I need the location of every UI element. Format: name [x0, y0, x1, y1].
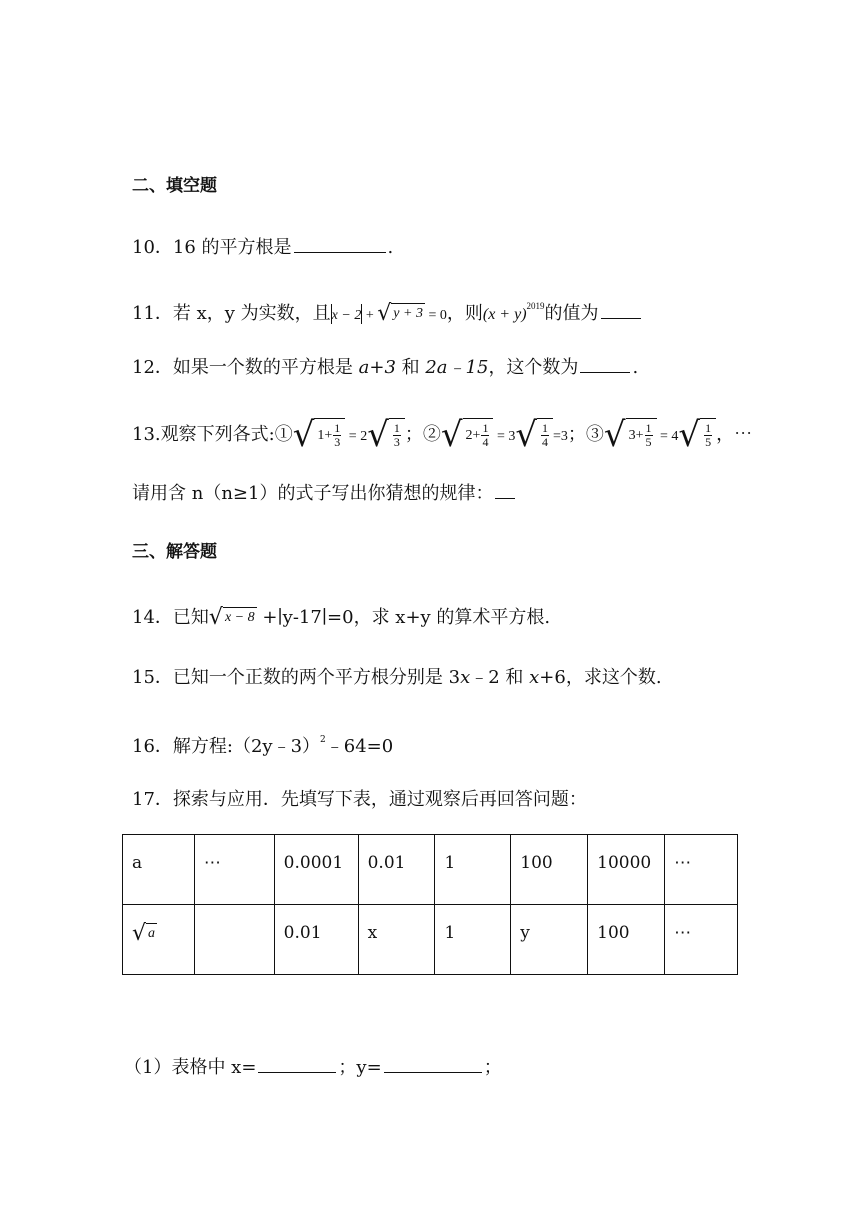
question-14-suffix: +∣y-17∣=0，求 x+y 的算术平方根. — [256, 607, 551, 628]
question-16-suffix: ﹣64=0 — [325, 736, 394, 757]
table-cell: 1 — [435, 905, 511, 975]
table-cell: ⋯ — [665, 905, 738, 975]
fraction: $\frac{1}{3}$ — [334, 421, 341, 449]
answer-blank[interactable] — [601, 298, 641, 319]
sqrt-expression — [367, 415, 405, 455]
sqrt-radicand: a — [146, 923, 157, 945]
separator: ；③ — [567, 424, 604, 445]
table-cell: 0.01 — [358, 835, 435, 905]
question-13-prompt: 请用含 n（n≥1）的式子写出你猜想的规律： — [132, 483, 494, 504]
separator: ；② — [404, 424, 441, 445]
sqrt-expression: √ 1 + $\frac{1}{3}$ — [293, 418, 346, 452]
question-15-suffix: +6，求这个数. — [539, 667, 662, 688]
sqrt-table — [122, 834, 738, 975]
question-13-line-2 — [132, 478, 517, 508]
abs-inner: x − 2 — [331, 308, 362, 323]
question-12 — [132, 352, 638, 382]
sqrt-radicand: x − 8 — [223, 607, 257, 629]
question-15 — [132, 664, 662, 692]
sqrt-expression — [515, 415, 553, 455]
table-cell: 100 — [588, 905, 665, 975]
sqrt-icon: √ — [603, 415, 626, 455]
sqrt-icon: √ — [132, 921, 147, 946]
sqrt-expression — [132, 923, 157, 945]
sqrt-icon: √ — [678, 415, 701, 455]
expr-1: a+3 — [358, 357, 396, 378]
whole-part: 1 — [317, 427, 325, 443]
sqrt-icon: √ — [367, 415, 389, 455]
paren-expression: (x + y) — [482, 306, 527, 323]
whole-part: 3 — [628, 427, 636, 443]
fraction: $\frac{1}{5}$ — [705, 421, 712, 449]
table-cell: 1 — [435, 835, 511, 905]
question-13: 13.观察下列各式:① √ 1 + $\frac{1}{3}$ = 2 √ $\frac{1}{3}$ ；② √ 2 + $\frac{1}{4}$ = 3 √ $\frac{1}{4}$ =3；③ √ 3 + $\frac{1}{5}$ = 4 √ $\frac{1}{5}$ ，⋯ — [132, 415, 753, 455]
fraction: $\frac{1}{4}$ — [482, 421, 489, 449]
sqrt-expression: √ 3 + $\frac{1}{5}$ — [604, 418, 657, 452]
table-cell: 10000 — [588, 835, 665, 905]
question-12-end: . — [632, 357, 639, 378]
question-17: 17．探索与应用．先填写下表，通过观察后再回答问题： — [132, 789, 587, 810]
part-1-mid: ；y= — [338, 1057, 382, 1078]
table-cell: 0.0001 — [274, 835, 358, 905]
variable-x: x — [529, 667, 540, 688]
extra-result: =3 — [553, 429, 568, 444]
sqrt-expression — [678, 415, 716, 455]
table-cell: 100 — [511, 835, 588, 905]
coefficient: 3 — [508, 429, 516, 444]
question-16 — [132, 726, 393, 761]
answer-blank[interactable] — [580, 352, 630, 373]
part-1-end: ； — [483, 1057, 502, 1078]
question-11-suffix: 的值为 — [544, 303, 599, 324]
question-10-text: 10．16 的平方根是 — [132, 237, 292, 258]
fraction: $\frac{1}{3}$ — [393, 421, 400, 449]
question-10 — [132, 232, 393, 262]
sqrt-radicand: y + 3 — [391, 303, 425, 325]
table-row — [123, 905, 738, 975]
whole-part: 2 — [465, 427, 473, 443]
fraction: $\frac{1}{5}$ — [645, 421, 652, 449]
question-17-part-1 — [124, 1052, 502, 1082]
table-cell: x — [358, 905, 435, 975]
answer-blank[interactable] — [294, 232, 386, 253]
question-13-prefix: 13.观察下列各式:① — [132, 424, 293, 445]
table-cell — [194, 905, 274, 975]
table-cell: 0.01 — [274, 905, 358, 975]
question-10-end: . — [387, 237, 394, 258]
question-12-and: 和 — [395, 357, 426, 378]
variable-x: x — [460, 667, 471, 688]
coefficient: 4 — [671, 429, 679, 444]
coefficient: 2 — [360, 429, 368, 444]
sqrt-icon: √ — [515, 415, 538, 455]
exponent: 2019 — [526, 301, 545, 311]
answer-blank-y[interactable] — [384, 1052, 482, 1073]
table-cell: a — [123, 835, 195, 905]
part-1-prefix: （1）表格中 x= — [124, 1057, 257, 1078]
table-row — [123, 835, 738, 905]
sqrt-expression: √ 2 + $\frac{1}{4}$ — [441, 418, 494, 452]
equals-zero: = 0 — [424, 308, 447, 323]
exponent: 2 — [320, 735, 326, 745]
answer-blank-x[interactable] — [258, 1052, 336, 1073]
fraction: $\frac{1}{4}$ — [542, 421, 549, 449]
question-14-prefix: 14．已知 — [132, 607, 209, 628]
sqrt-icon: √ — [292, 415, 315, 455]
question-12-prefix: 12．如果一个数的平方根是 — [132, 357, 359, 378]
question-11 — [132, 292, 643, 330]
question-13-end: ，⋯ — [716, 424, 753, 445]
question-15-mid: ﹣2 和 — [470, 667, 530, 688]
sqrt-expression — [377, 303, 425, 325]
table-cell: y — [511, 905, 588, 975]
question-12-suffix: ，这个数为 — [488, 357, 579, 378]
sqrt-expression — [209, 607, 257, 629]
table-cell: ⋯ — [665, 835, 738, 905]
section-heading-answer: 三、解答题 — [132, 542, 217, 562]
sqrt-icon: √ — [440, 415, 463, 455]
question-15-prefix: 15．已知一个正数的两个平方根分别是 3 — [132, 667, 461, 688]
question-11-prefix: 11．若 x，y 为实数，且 — [132, 303, 331, 324]
plus-sign: + — [362, 308, 378, 323]
sqrt-icon: √ — [377, 301, 392, 326]
section-heading-fill-blank: 二、填空题 — [132, 176, 217, 196]
sqrt-icon: √ — [208, 605, 223, 630]
question-16-prefix: 16．解方程:（2y﹣3） — [132, 736, 321, 757]
table-cell: ⋯ — [194, 835, 274, 905]
table-cell — [123, 905, 195, 975]
question-14 — [132, 604, 550, 632]
question-11-mid: ，则 — [446, 303, 483, 324]
answer-blank[interactable] — [495, 478, 515, 499]
expr-2: 2a﹣15 — [425, 357, 489, 378]
